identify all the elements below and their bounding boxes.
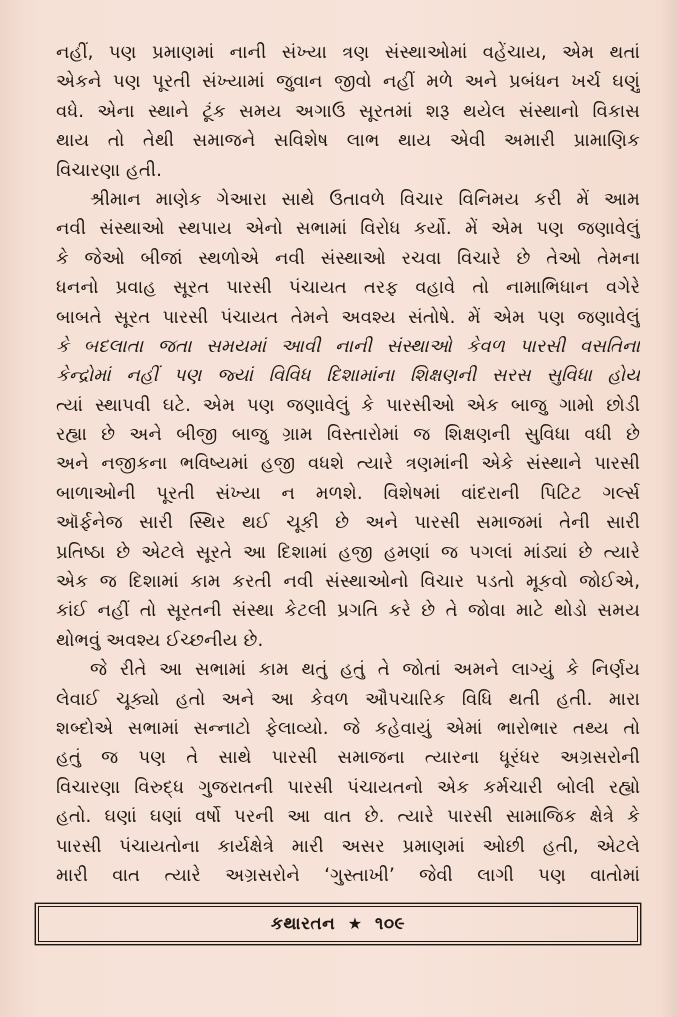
text-line: જે રીતે આ સભામાં કામ થતું હતું તે જોતાં અમને લાગ્યું કે નિર્ણય bbox=[90, 659, 640, 681]
text-line: બાળાઓની પૂરતી સંખ્યા ન મળશે. વિશેષમાં વાંદરાની પિટિટ ગર્લ્સ bbox=[56, 482, 640, 504]
text-line: વિચારણા વિરુદ્ધ ગુજરાતની પારસી પંચાયતનો એક કર્મચારી બોલી રહ્યો bbox=[56, 776, 640, 798]
text-line: ધનનો પ્રવાહ સૂરત પારસી પંચાયત તરફ વહાવે તો નામાભિધાન વગેરે bbox=[56, 277, 640, 299]
text-line: વિચારણા હતી. bbox=[56, 159, 162, 181]
body-text bbox=[56, 38, 640, 890]
text-line: નવી સંસ્થાઓ સ્થપાય એનો સભામાં વિરોધ કર્યો. મેં એમ પણ જણાવેલું bbox=[56, 218, 640, 240]
text-line: રહ્યા છે અને બીજી બાજુ ગ્રામ વિસ્તારોમાં જ શિક્ષણની સુવિધા વધી છે bbox=[56, 424, 640, 446]
text-line: અને નજીકના ભવિષ્યમાં હજી વધશે ત્યારે ત્રણમાંની એકે સંસ્થાને પારસી bbox=[56, 453, 640, 475]
text-line: બાબતે સૂરત પારસી પંચાયત તેમને અવશ્ય સંતોષે. મેં એમ પણ જણાવેલું bbox=[56, 306, 640, 328]
text-line: એક જ દિશામાં કામ કરતી નવી સંસ્થાઓનો વિચાર પડતો મૂકવો જોઈએ, bbox=[56, 571, 640, 593]
page-number: ૧૦૯ bbox=[374, 914, 406, 934]
text-line: પ્રતિષ્ઠા છે એટલે સૂરતે આ દિશામાં હજી હમણાં જ પગલાં માંડ્યાં છે ત્યારે bbox=[56, 541, 640, 563]
text-line: કે જેઓ બીજાં સ્થળોએ નવી સંસ્થાઓ રચવા વિચારે છે તેઓ તેમના bbox=[56, 247, 640, 269]
text-line: શ્રીમાન માણેક ગેઆરા સાથે ઉતાવળે વિચાર વિનિમય કરી મેં આમ bbox=[90, 188, 640, 210]
book-title: કથારતન bbox=[270, 914, 336, 934]
text-line: શબ્દોએ સભામાં સન્નાટો ફેલાવ્યો. જે કહેવાયું એમાં ભારોભાર તથ્ય તો bbox=[56, 717, 640, 739]
text-line: કે બદલાતા જતા સમયમાં આવી નાની સંસ્થાઓ કેવળ પારસી વસતિના bbox=[56, 335, 640, 357]
text-line: થોભવું અવશ્ય ઈચ્છનીય છે. bbox=[56, 629, 264, 651]
text-line: વધે. એના સ્થાને ટૂંક સમય અગાઉ સૂરતમાં શરૂ થયેલ સંસ્થાનો વિકાસ bbox=[56, 100, 640, 122]
text-line: લેવાઈ ચૂક્યો હતો અને આ કેવળ ઔપચારિક વિધિ થતી હતી. મારા bbox=[56, 688, 640, 710]
text-line: કાંઈ નહીં તો સૂરતની સંસ્થા કેટલી પ્રગતિ કરે છે તે જોવા માટે થોડો સમય bbox=[56, 600, 640, 622]
text-line: હતું જ પણ તે સાથે પારસી સમાજના ત્યારના ધૂરંધર અગ્રસરોની bbox=[56, 747, 640, 769]
text-line: થાય તો તેથી સમાજને સવિશેષ લાભ થાય એવી અમારી પ્રામાણિક bbox=[56, 130, 640, 152]
text-line: એકને પણ પૂરતી સંખ્યામાં જુવાન જીવો નહીં મળે અને પ્રબંધન ખર્ચ ઘણું bbox=[56, 71, 640, 93]
text-line: હતો. ઘણાં ઘણાં વર્ષો પરની આ વાત છે. ત્યારે પારસી સામાજિક ક્ષેત્રે કે bbox=[56, 806, 640, 828]
text-line: કેન્દ્રોમાં નહીં પણ જ્યાં વિવિધ દિશામાંના શિક્ષણની સરસ સુવિધા હોય bbox=[56, 365, 640, 387]
footer-box bbox=[38, 906, 638, 942]
text-line: મારી વાત ત્યારે અગ્રસરોને ‘ગુસ્તાખી’ જેવી લાગી પણ વાતોમાં bbox=[56, 864, 640, 886]
footer-label bbox=[271, 914, 405, 934]
text-line: ત્યાં સ્થાપવી ઘટે. એમ પણ જણાવેલું કે પારસીઓ એક બાજુ ગામો છોડી bbox=[56, 394, 640, 416]
page-edge-shadow bbox=[660, 0, 678, 1017]
text-line: પારસી પંચાયતોના કાર્યક્ષેત્રે મારી અસર પ્રમાણમાં ઓછી હતી, એટલે bbox=[56, 835, 640, 857]
star-icon: ★ bbox=[347, 914, 363, 933]
text-line: નહીં, પણ પ્રમાણમાં નાની સંખ્યા ત્રણ સંસ્થાઓમાં વહેંચાય, એમ થતાં bbox=[56, 42, 640, 63]
text-line: ઑર્ફનેજ સારી સ્થિર થઈ ચૂકી છે અને પારસી સમાજમાં તેની સારી bbox=[56, 512, 640, 534]
